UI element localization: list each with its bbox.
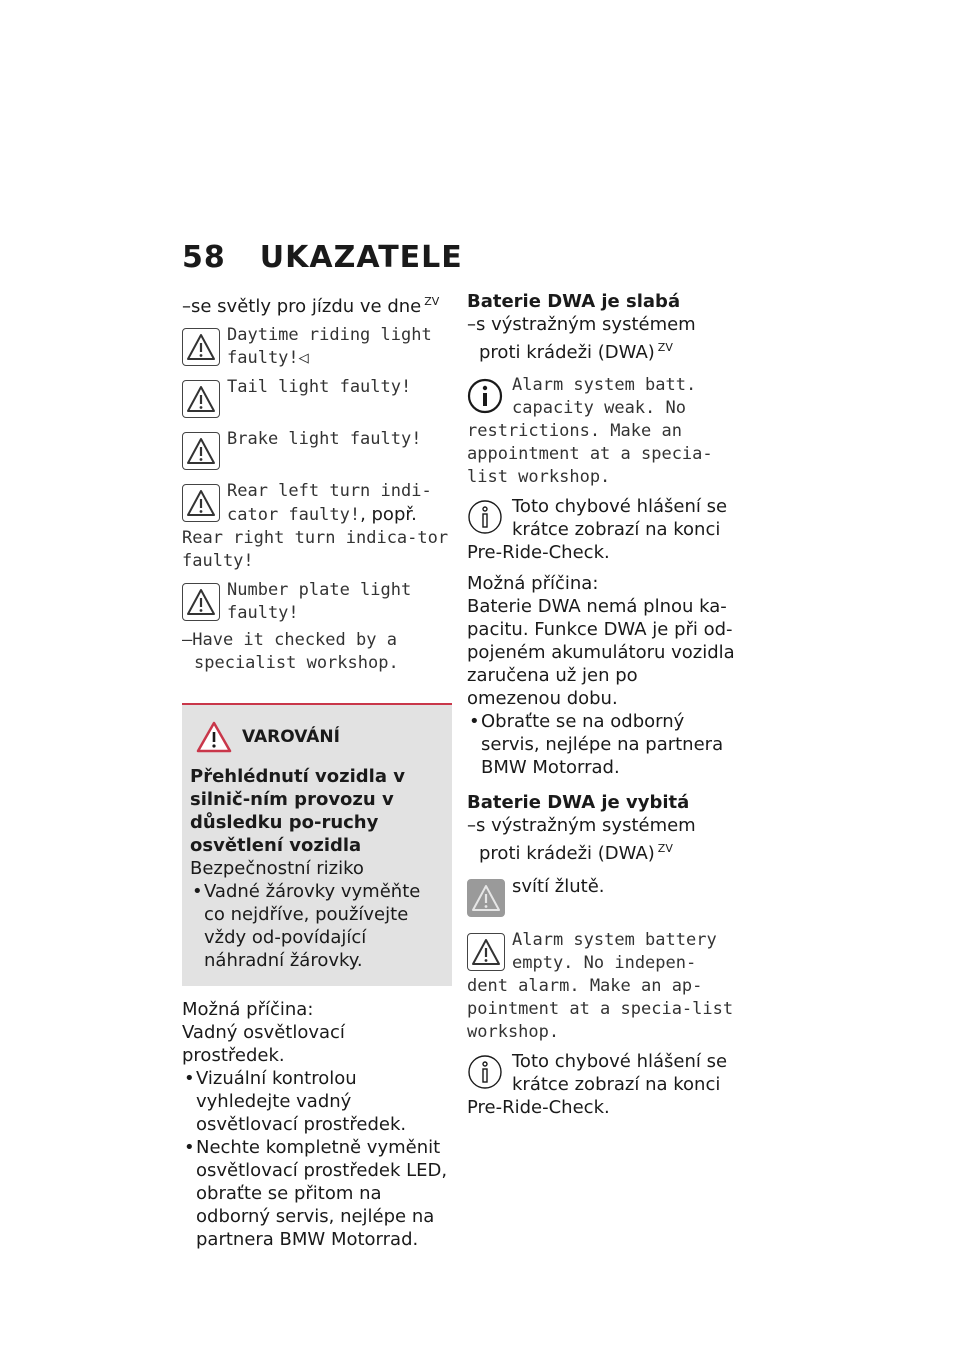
message-daytime-light: Daytime riding light faulty!◁: [182, 324, 452, 370]
warning-triangle-icon: [182, 484, 220, 522]
note-dwa-weak: Toto chybové hlášení se krátce zobrazí na konci Pre-Ride-Check.: [467, 496, 728, 563]
cause-text: Baterie DWA nemá plnou ka-pacitu. Funkce DWA je při od-pojeném akumulátoru vozidla zaručena už jen po omezenou dobu.: [467, 596, 735, 709]
warning-triangle-icon: [467, 933, 505, 971]
note-dwa-empty: Toto chybové hlášení se krátce zobrazí na konci Pre-Ride-Check.: [467, 1051, 728, 1118]
list-item: • Obraťte se na odborný servis, nejlépe na partnera BMW Motorrad.: [467, 710, 737, 779]
warning-lamp-icon: [467, 879, 505, 917]
page-title: UKAZATELE: [259, 240, 463, 275]
list-item: • Vizuální kontrolou vyhledejte vadný osvětlovací prostředek.: [182, 1067, 452, 1136]
condition-line: –se světly pro jízdu ve dne $^{ZV}$: [182, 295, 440, 317]
warning-triangle-icon: [182, 432, 220, 470]
cause-label: Možná příčina:: [467, 573, 599, 594]
info-icon: [467, 378, 505, 416]
warning-bullet: • Vadné žárovky vyměňte co nejdříve, používejte vždy od-povídající náhradní žárovky.: [190, 880, 444, 972]
lamp-indicator: svítí žlutě.: [467, 875, 737, 921]
warning-subtitle: Bezpečnostní riziko: [190, 858, 364, 879]
section-title-dwa-empty: Baterie DWA je vybitá: [467, 792, 690, 813]
message-brake-light: Brake light faulty!: [182, 428, 452, 474]
page-heading: [182, 240, 463, 275]
message-tail-light: Tail light faulty!: [182, 376, 452, 422]
section-title-dwa-weak: Baterie DWA je slabá: [467, 291, 681, 312]
cause-label: Možná příčina:: [182, 999, 314, 1020]
message-turn-indicator: Rear left turn indi-cator faulty!, popř.: [182, 480, 452, 527]
warning-triangle-icon: [182, 328, 220, 366]
right-column: [467, 290, 737, 1119]
page-number: 58: [182, 240, 226, 275]
info-icon: [467, 499, 505, 537]
warning-title: Přehlédnutí vozidla v silnič-ním provozu v důsledku po-ruchy osvětlení vozidla: [190, 766, 405, 856]
warning-sign-icon: [196, 721, 232, 753]
left-column: [182, 290, 452, 1251]
condition-line: –s výstražným systémem proti krádeži (DWA) $^{ZV}$: [467, 314, 696, 363]
info-icon: [467, 1054, 505, 1092]
message-number-plate: Number plate light faulty!: [182, 579, 452, 625]
warning-triangle-icon: [182, 380, 220, 418]
condition-line: –s výstražným systémem proti krádeži (DWA) $^{ZV}$: [467, 815, 696, 864]
message-turn-indicator-right: Rear right turn indica-tor faulty!: [182, 528, 449, 571]
list-item: • Nechte kompletně vyměnit osvětlovací prostředek LED, obraťte se přitom na odborný servis, nejlépe na partnera BMW Motorrad.: [182, 1136, 452, 1251]
message-dwa-empty: Alarm system battery empty. No indepen-dent alarm. Make an ap-pointment at a specia-list workshop.: [467, 930, 734, 1042]
message-dwa-weak: Alarm system batt. capacity weak. No restrictions. Make an appointment at a specia-list workshop.: [467, 375, 713, 487]
action-line: –Have it checked by a specialist workshop.: [182, 630, 399, 673]
cause-text: Vadný osvětlovací prostředek.: [182, 1022, 345, 1066]
warning-label: VAROVÁNÍ: [242, 727, 340, 747]
warning-triangle-icon: [182, 583, 220, 621]
warning-box: [182, 703, 452, 986]
